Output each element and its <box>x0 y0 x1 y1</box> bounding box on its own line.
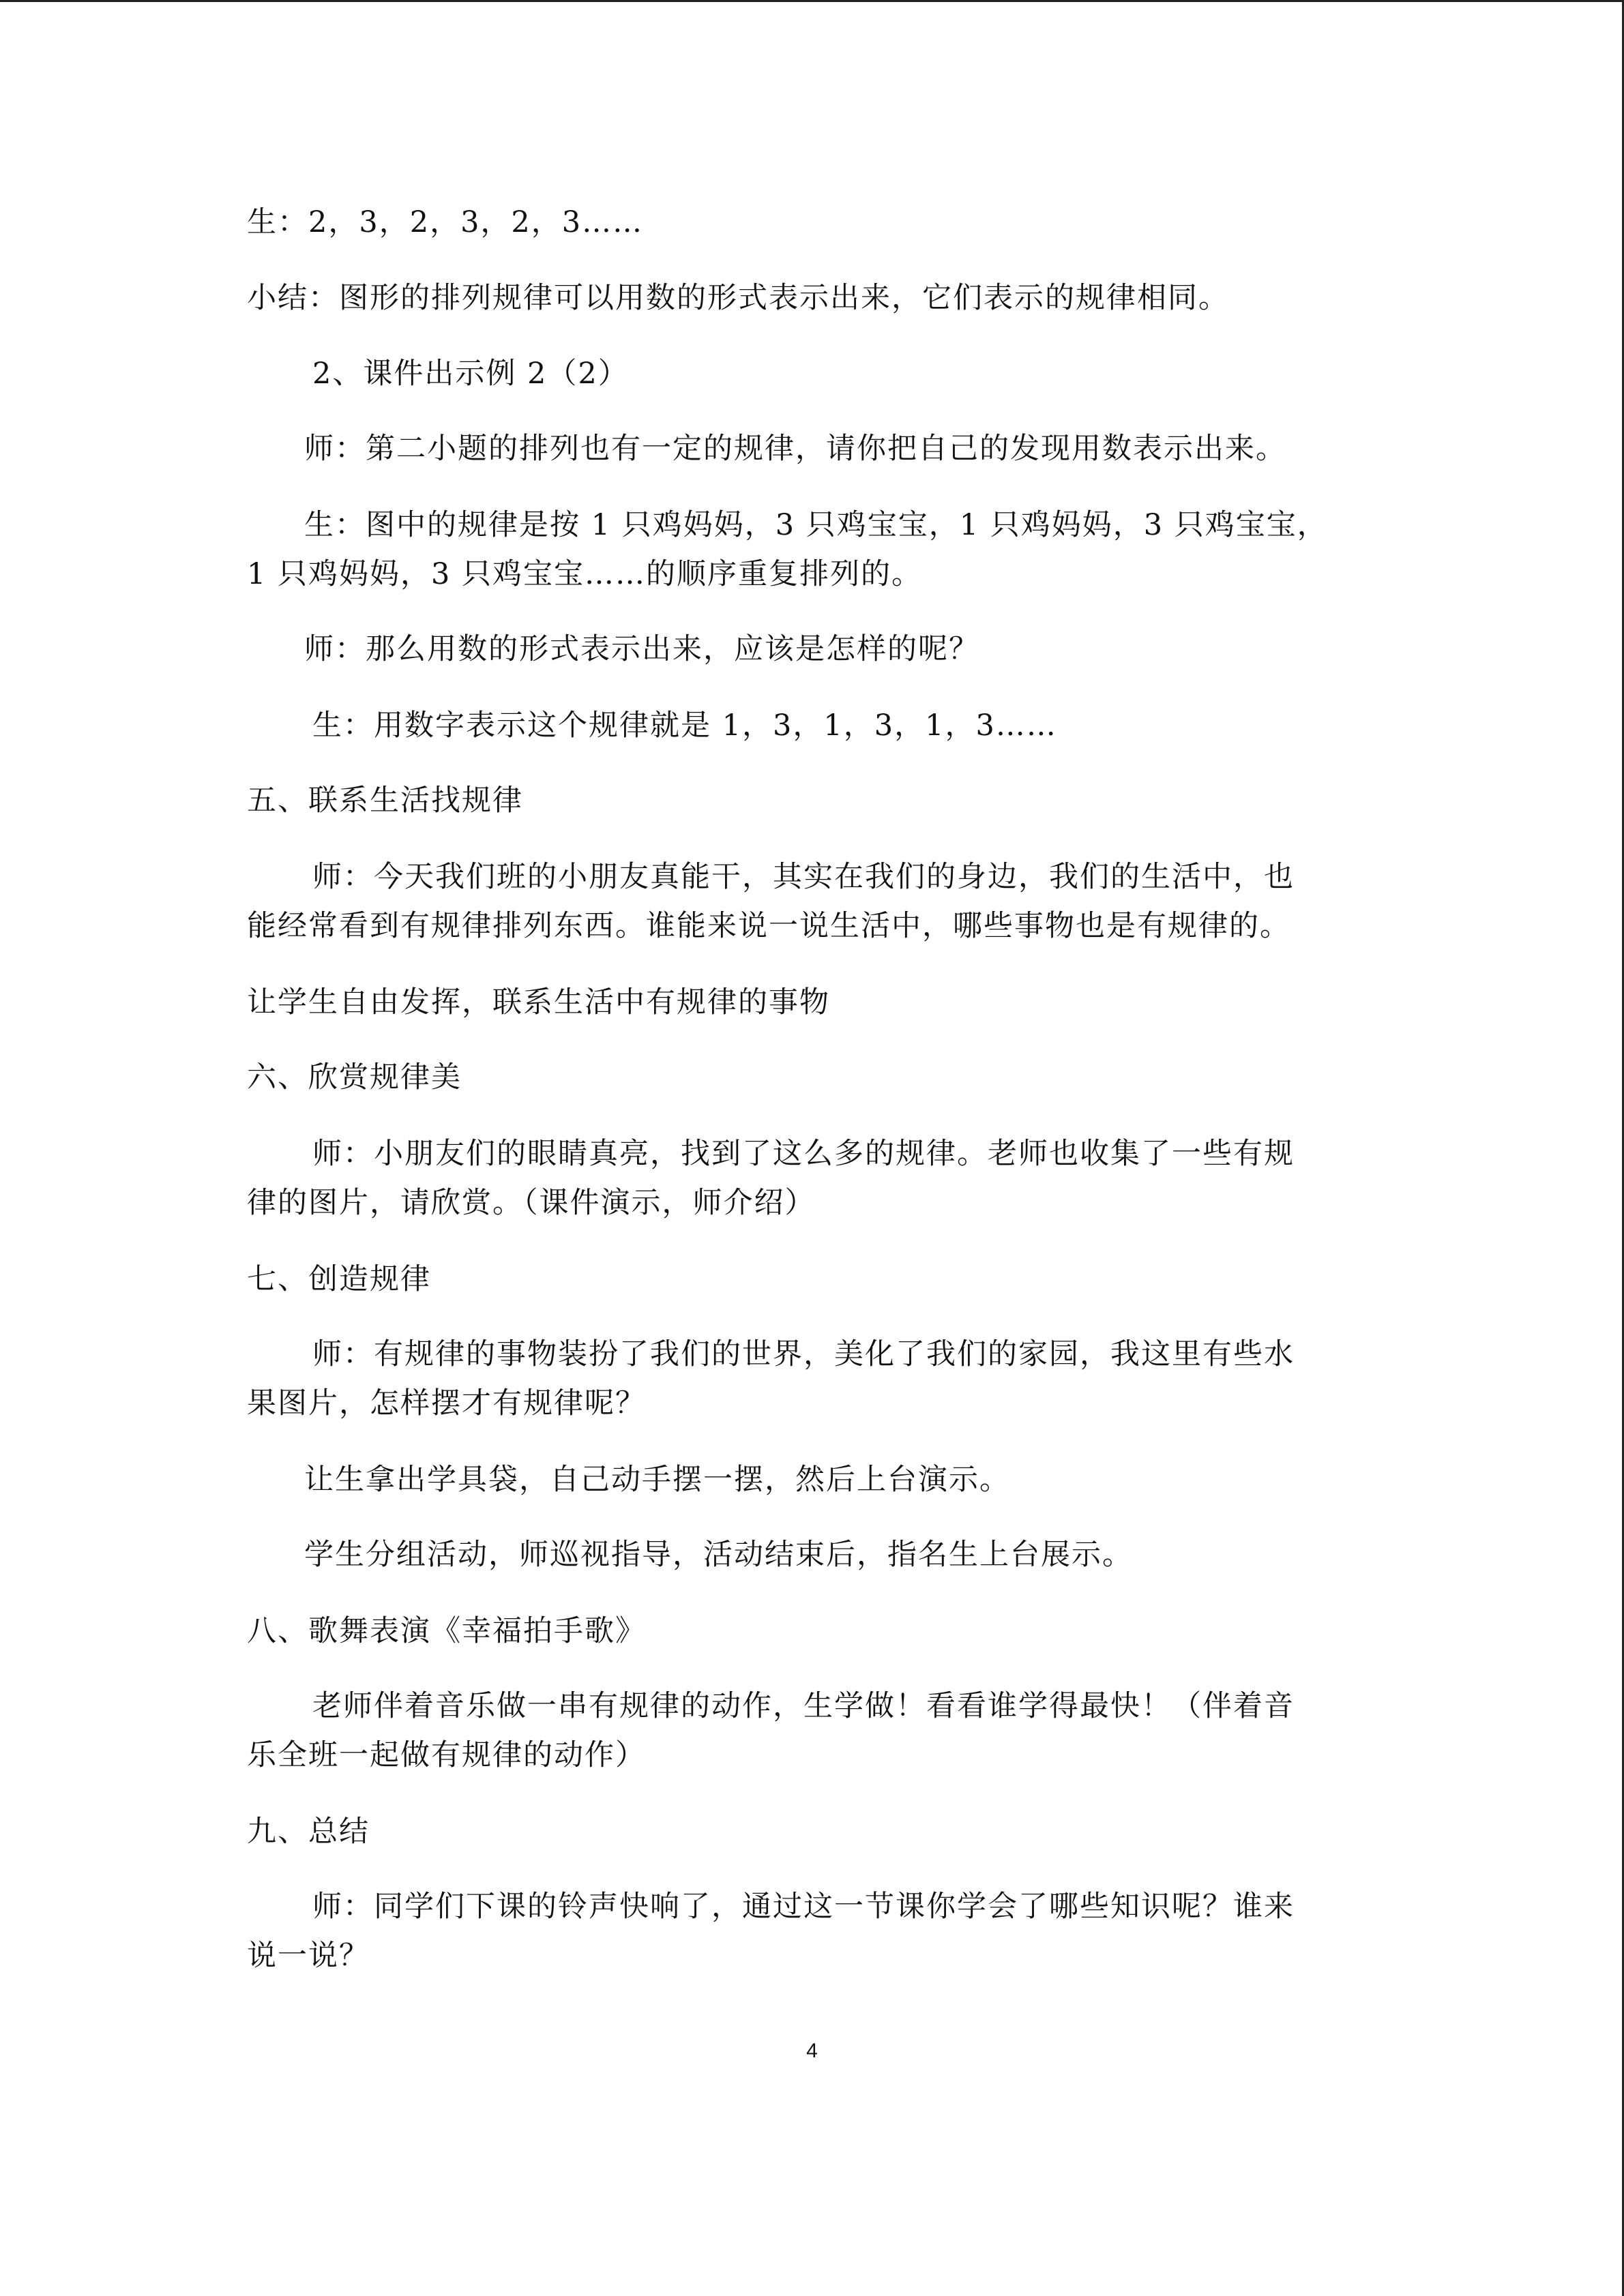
section-heading: 八、歌舞表演《幸福拍手歌》 <box>247 1614 646 1648</box>
dialogue-line-teacher: 师：同学们下课的铃声快响了，通过这一节课你学会了哪些知识呢？谁来 <box>312 1890 1295 1924</box>
dialogue-line-teacher: 师：有规律的事物装扮了我们的世界，美化了我们的家园，我这里有些水 <box>312 1337 1295 1371</box>
activity-line: 让生拿出学具袋，自己动手摆一摆，然后上台演示。 <box>304 1463 1010 1497</box>
page-number: 4 <box>806 2040 818 2062</box>
dialogue-line-student: 生：2，3，2，3，2，3…… <box>247 205 644 239</box>
dialogue-line-teacher: 师：今天我们班的小朋友真能干，其实在我们的身边，我们的生活中，也 <box>312 860 1295 894</box>
activity-line: 学生分组活动，师巡视指导，活动结束后，指名生上台展示。 <box>304 1538 1133 1572</box>
activity-line-continuation: 乐全班一起做有规律的动作） <box>247 1738 646 1772</box>
dialogue-line-student: 生：用数字表示这个规律就是 1，3，1，3，1，3…… <box>312 709 1057 743</box>
section-heading: 六、欣赏规律美 <box>247 1060 462 1094</box>
section-heading: 九、总结 <box>247 1815 370 1849</box>
summary-line: 小结：图形的排列规律可以用数的形式表示出来，它们表示的规律相同。 <box>247 281 1229 315</box>
dialogue-line-continuation: 果图片，怎样摆才有规律呢？ <box>247 1386 646 1420</box>
dialogue-line-teacher: 师：那么用数的形式表示出来，应该是怎样的呢？ <box>304 632 979 666</box>
section-heading: 七、创造规律 <box>247 1262 431 1296</box>
dialogue-line-continuation: 能经常看到有规律排列东西。谁能来说一说生活中，哪些事物也是有规律的。 <box>247 909 1290 943</box>
dialogue-line-continuation: 1 只鸡妈妈，3 只鸡宝宝……的顺序重复排列的。 <box>247 557 923 591</box>
dialogue-line-teacher: 师：小朋友们的眼睛真亮，找到了这么多的规律。老师也收集了一些有规 <box>312 1137 1295 1171</box>
dialogue-line-continuation: 说一说？ <box>247 1939 370 1973</box>
activity-line: 让学生自由发挥，联系生活中有规律的事物 <box>247 985 830 1019</box>
dialogue-line-student: 生：图中的规律是按 1 只鸡妈妈，3 只鸡宝宝，1 只鸡妈妈，3 只鸡宝宝， <box>304 508 1328 542</box>
dialogue-line-teacher: 师：第二小题的排列也有一定的规律，请你把自己的发现用数表示出来。 <box>304 432 1286 466</box>
section-heading: 五、联系生活找规律 <box>247 784 523 818</box>
dialogue-line-continuation: 律的图片，请欣赏。（课件演示，师介绍） <box>247 1186 816 1220</box>
activity-line: 老师伴着音乐做一串有规律的动作，生学做！看看谁学得最快！（伴着音 <box>312 1689 1295 1723</box>
step-heading: 2、课件出示例 2（2） <box>312 357 629 391</box>
